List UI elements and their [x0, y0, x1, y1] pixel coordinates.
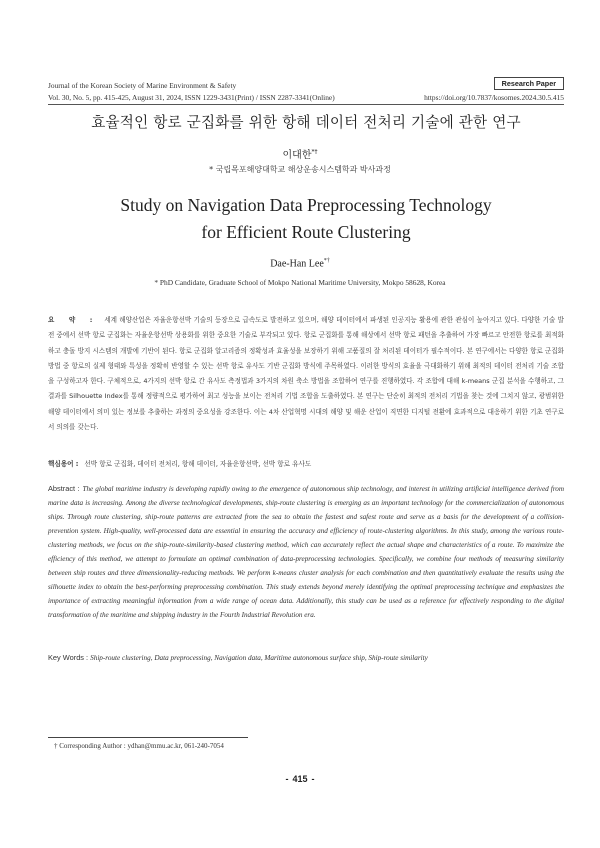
- abstract-korean-text: 세계 해양산업은 자율운항선박 기술의 등장으로 급속도로 발전하고 있으며, 해양 데이터에서 파생된 인공지능 활용에 관한 관심이 높아지고 있다. 다양한 기술 발전 중에서 선박 항로 군집화는 자율운항선박 상용화를 위한 중요한 기술로 부각되고 있다. 항로 군집화를 통해 해상에서 선박 항로 패턴을 추출하여 가장 빠르고 안전한 항로를 최적화하고 충돌 방지 시스템의 개발에 기반이 된다. 항로 군집화 알고리즘의 정확성과 효율성을 보장하기 위해 고품질의 잘 처리된 데이터가 필수적이다. 본 연구에서는 다양한 항로 군집화 방법 중 항로의 실제 형태와 특성을 정확히 반영할 수 있는 선박 항로 유사도 기반 군집화 방식에 주목하였다. 이러한 방식의 효율을 극대화하기 위해 최적의 데이터 전처리 기술 조합을 구성하고자 한다. 구체적으로, 4가지의 선박 항로 간 유사도 측정법과 3가지의 차원 축소 방법을 조합하여 연구를 진행하였다. 각 조합에 대해 k-means 군집 분석을 수행하고, 그 결과를 Silhouette Index를 통해 정량적으로 평가하여 최고 성능을 보이는 전처리 기법 조합을 도출하였다. 본 연구는 단순히 최적의 전처리 기법을 찾는 것에 그치지 않고, 광범위한 해양 데이터에서 의미 있는 정보를 추출하는 과정의 중요성을 강조한다. 이는 4차 산업혁명 시대의 해양 및 해운 산업이 직면한 디지털 전환에 효과적으로 대응하기 위한 기초 연구로서 의의를 갖는다.: [48, 316, 564, 432]
- keywords-english-label: Key Words :: [48, 653, 89, 662]
- abstract-korean-label: 요 약 :: [48, 316, 99, 324]
- corresponding-author-footnote: [54, 742, 224, 750]
- author-english-mark: *†: [323, 258, 330, 264]
- abstract-english: [48, 482, 564, 622]
- keywords-korean: [48, 458, 564, 468]
- journal-name: Journal of the Korean Society of Marine Environment & Safety: [48, 81, 237, 90]
- author-korean: [0, 146, 600, 161]
- title-korean: 효율적인 항로 군집화를 위한 항해 데이터 전처리 기술에 관한 연구: [91, 114, 521, 131]
- author-korean-mark: *†: [311, 148, 318, 156]
- footnote-mark: †: [54, 742, 58, 750]
- title-english-line2: for Efficient Route Clustering: [201, 222, 411, 242]
- header-divider: [48, 104, 564, 105]
- page-number-dash-right: -: [311, 774, 315, 784]
- page-number-value: 415: [292, 774, 308, 784]
- author-english-name: Dae-Han Lee: [270, 258, 324, 270]
- footnote-text[interactable]: Corresponding Author : ydhan@mmu.ac.kr, 061-240-7054: [59, 742, 224, 750]
- doi-link[interactable]: https://doi.org/10.7837/kosomes.2024.30.5.415: [424, 93, 564, 102]
- title-english: [60, 192, 552, 246]
- keywords-korean-label: 핵심용어 :: [48, 460, 79, 468]
- keywords-korean-text: 선박 항로 군집화, 데이터 전처리, 항해 데이터, 자율운항선박, 선박 항로 유사도: [84, 460, 312, 468]
- abstract-korean: [48, 313, 564, 435]
- research-paper-badge: Research Paper: [494, 77, 564, 90]
- footnote-divider: [48, 737, 248, 738]
- page-number: [0, 774, 600, 784]
- volume-line: Vol. 30, No. 5, pp. 415-425, August 31, 2024, ISSN 1229-3431(Print) / ISSN 2287-3341(Online): [48, 93, 335, 102]
- title-english-line1: Study on Navigation Data Preprocessing Technology: [120, 195, 492, 215]
- affiliation-korean: * 국립목포해양대학교 해상운송시스템학과 박사과정: [209, 165, 391, 174]
- keywords-english-text: Ship-route clustering, Data preprocessing, Navigation data, Maritime autonomous surface ship, Ship-route similarity: [90, 654, 428, 662]
- author-korean-name: 이대한: [282, 150, 312, 161]
- abstract-english-text: The global maritime industry is developing rapidly owing to the emergence of autonomous ship technology, and interest in utilizing artificial intelligence derived from marine data is increasing. Among the diverse technological developments, ship-route clustering is emerging as an important technology for the commercialization of autonomous ships. Through route clustering, ship-route patterns are extracted from the sea to obtain the fastest and safest route and serve as a basis for the development of a collision-prevention system. High-quality, well-processed data are essential in ensuring the accuracy and efficiency of route-clustering algorithms. In this study, among the various route-clustering methods, we focus on the ship-route-similarity-based clustering method, which can accurately reflect the actual shape and characteristics of a route. To maximize the efficiency of this method, we attempt to formulate an optimal combination of data-preprocessing technologies. Specifically, we combine four methods of measuring similarity between ship routes and three dimensionality-reducing methods. We perform k-means cluster analysis for each combination and then quantitatively evaluate the results using the silhouette index to obtain the best-performing preprocessing combination. This study extends beyond merely identifying the optimal preprocessing technique and emphasizes the importance of extracting meaningful information from a wide range of ocean data. Additionally, this study can be used as a reference for effectively responding to the digital transformation of the maritime and shipping industry in the Fourth Industrial Revolution era.: [48, 485, 564, 619]
- affiliation-english: * PhD Candidate, Graduate School of Mokpo National Maritime University, Mokpo 58628, Korea: [154, 278, 446, 287]
- page-number-dash-left: -: [285, 774, 289, 784]
- keywords-english: [48, 653, 564, 662]
- abstract-english-label: Abstract :: [48, 484, 80, 493]
- author-english: [0, 258, 600, 269]
